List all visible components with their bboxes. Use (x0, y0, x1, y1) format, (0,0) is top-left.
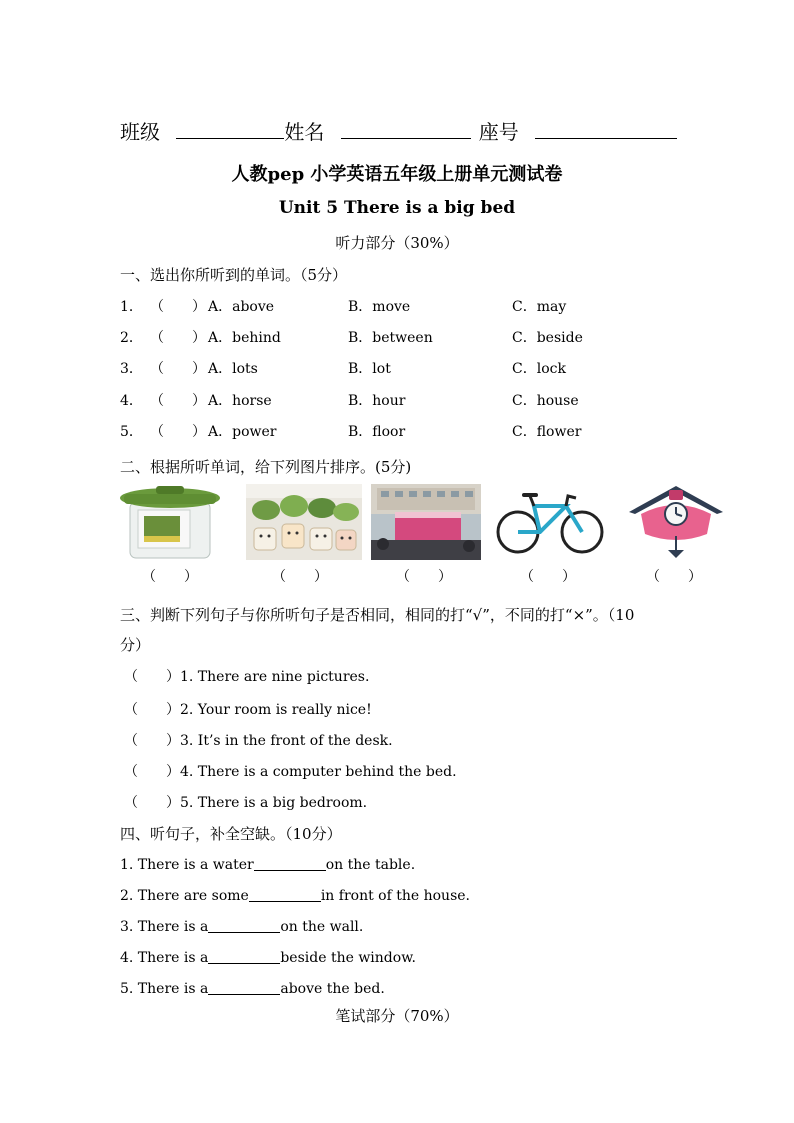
option-c: C．house (512, 393, 579, 409)
picture-answer-paren[interactable]: （ ） (520, 569, 576, 585)
listening-heading: 听力部分（30%） (335, 234, 459, 252)
bicycle-icon (496, 484, 606, 560)
part1-heading: 一、选出你所听到的单词。（5分） (120, 266, 348, 284)
option-b: B．lot (348, 361, 391, 377)
part3-heading: 三、判断下列句子与你所听句子是否相同，相同的打“√”，不同的打“×”。（10 (120, 606, 635, 624)
sentence-start: 5. There is a (120, 981, 209, 997)
crowd-photo-icon (371, 484, 481, 560)
part4-heading: 四、听句子，补全空缺。（10分） (120, 825, 342, 843)
fill-blank[interactable] (208, 949, 280, 964)
class-field[interactable] (176, 118, 284, 139)
option-c: C．lock (512, 361, 566, 377)
option-a: A．power (208, 424, 277, 440)
option-a: A．behind (208, 330, 281, 346)
list-item (120, 918, 363, 935)
answer-paren[interactable]: （ ） (150, 330, 206, 346)
picture-answer-paren[interactable]: （ ） (396, 569, 452, 585)
name-field[interactable] (341, 118, 471, 139)
answer-paren[interactable]: （ ） (124, 733, 180, 749)
fill-blank[interactable] (208, 980, 280, 995)
sentence-text: 5. There is a big bedroom. (180, 795, 368, 811)
item-number: 5． (120, 424, 143, 440)
list-item (120, 949, 416, 966)
seat-label: 座号 (478, 120, 519, 144)
item-number: 2． (120, 330, 143, 346)
option-b: B．between (348, 330, 433, 346)
answer-paren[interactable]: （ ） (150, 299, 206, 315)
sentence-text: 1. There are nine pictures. (180, 669, 370, 685)
sentence-text: 4. There is a computer behind the bed. (180, 764, 457, 780)
fill-blank[interactable] (249, 887, 321, 902)
seat-field[interactable] (535, 118, 677, 139)
sentence-text: 3. It’s in the front of the desk. (180, 733, 393, 749)
sentence-end: above the bed. (280, 981, 385, 997)
part2-heading: 二、根据所听单词，给下列图片排序。(5分) (120, 458, 412, 476)
option-c: C．flower (512, 424, 582, 440)
sentence-start: 2. There are some (120, 888, 249, 904)
option-a: A．lots (208, 361, 258, 377)
cuckoo-clock-icon (621, 484, 731, 560)
list-item (124, 699, 372, 719)
option-b: B．floor (348, 424, 406, 440)
list-item (124, 761, 457, 781)
answer-paren[interactable]: （ ） (150, 393, 206, 409)
option-c: C．beside (512, 330, 583, 346)
written-heading: 笔试部分（70%） (335, 1007, 459, 1025)
fill-blank[interactable] (254, 856, 326, 871)
name-label: 姓名 (284, 120, 325, 144)
option-b: B．hour (348, 393, 406, 409)
sentence-end: on the wall. (280, 919, 364, 935)
list-item (120, 980, 385, 997)
unit-title: Unit 5 There is a big bed (278, 198, 516, 218)
fill-blank[interactable] (208, 918, 280, 933)
item-number: 3． (120, 361, 143, 377)
item-number: 4． (120, 393, 143, 409)
sentence-end: in front of the house. (320, 888, 470, 904)
page-title: 人教pep 小学英语五年级上册单元测试卷 (231, 164, 563, 185)
part3-heading-cont: 分） (120, 636, 151, 654)
list-item (120, 887, 470, 904)
potted-plants-icon (246, 484, 356, 560)
option-a: A．above (208, 299, 275, 315)
picture-answer-paren[interactable]: （ ） (646, 569, 702, 585)
sentence-text: 2. Your room is really nice! (180, 702, 372, 718)
list-item (124, 666, 369, 686)
picture-answer-paren[interactable]: （ ） (272, 569, 328, 585)
answer-paren[interactable]: （ ） (124, 795, 180, 811)
answer-paren[interactable]: （ ） (124, 702, 180, 718)
list-item (120, 856, 415, 873)
option-b: B．move (348, 299, 411, 315)
answer-paren[interactable]: （ ） (150, 424, 206, 440)
student-info-header (120, 116, 677, 145)
option-a: A．horse (208, 393, 272, 409)
sentence-end: beside the window. (280, 950, 416, 966)
sentence-start: 3. There is a (120, 919, 209, 935)
list-item (124, 730, 393, 750)
answer-paren[interactable]: （ ） (150, 361, 206, 377)
answer-paren[interactable]: （ ） (124, 669, 180, 685)
item-number: 1． (120, 299, 143, 315)
list-item (124, 792, 367, 812)
sentence-start: 4. There is a (120, 950, 209, 966)
class-label: 班级 (120, 120, 160, 144)
picture-answer-paren[interactable]: （ ） (142, 569, 198, 585)
food-container-icon (116, 484, 226, 560)
option-c: C．may (512, 299, 567, 315)
answer-paren[interactable]: （ ） (124, 764, 180, 780)
sentence-start: 1. There is a water (120, 857, 254, 873)
sentence-end: on the table. (325, 857, 416, 873)
